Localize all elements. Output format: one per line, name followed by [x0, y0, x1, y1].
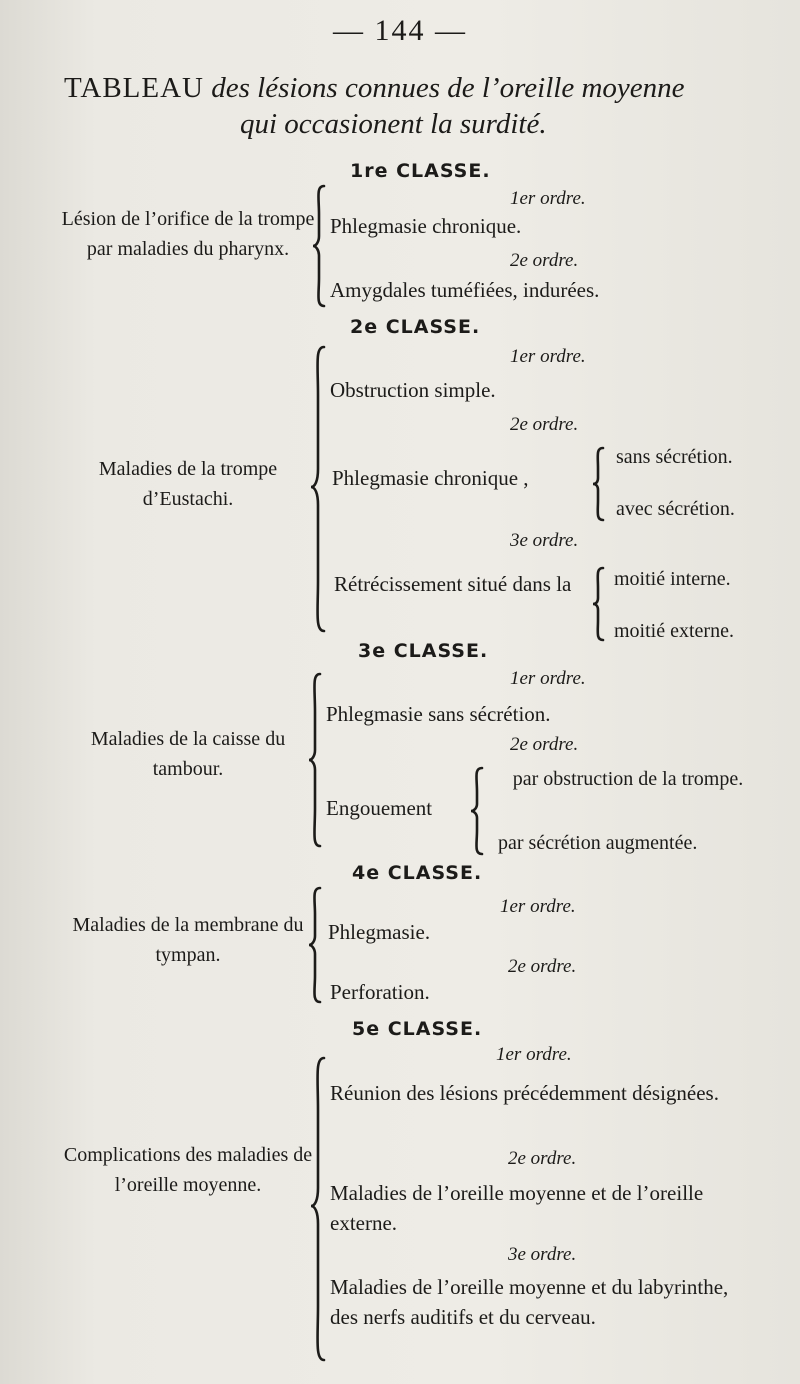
table-title-line1 [64, 72, 685, 105]
ordre-label: 2e ordre. [510, 414, 579, 435]
sub-item: moitié externe. [614, 620, 734, 642]
class-heading: 1re CLASSE. [350, 160, 491, 182]
table-title-line2: qui occasionent la surdité. [240, 108, 547, 140]
brace [308, 672, 324, 848]
ordre-label: 3e ordre. [510, 530, 579, 551]
lesion-item: Phlegmasie chronique , [332, 466, 529, 490]
lesion-description: Maladies de la membrane du tympan. [72, 914, 304, 966]
sub-item: avec sécrétion. [616, 498, 735, 520]
ordre-label: 2e ordre. [510, 250, 579, 271]
lesion-item: Engouement [326, 796, 433, 820]
sub-item: moitié interne. [614, 568, 731, 590]
brace [312, 184, 328, 308]
brace [308, 886, 324, 1004]
ordre-label: 1er ordre. [510, 668, 586, 689]
sub-item: sans sécrétion. [616, 446, 733, 468]
brace [470, 766, 486, 856]
ordre-label: 2e ordre. [508, 1148, 577, 1169]
ordre-label: 2e ordre. [508, 956, 577, 977]
brace [310, 1056, 328, 1362]
sub-item: par sécrétion augmentée. [498, 832, 698, 854]
ordre-label: 1er ordre. [496, 1044, 572, 1065]
lesion-item: Obstruction simple. [330, 378, 496, 402]
lesion-item: Rétrécissement situé dans la [334, 572, 572, 596]
ordre-label: 2e ordre. [510, 734, 579, 755]
lesion-description: Lésion de l’orifice de la trompe par maladies du pharynx. [61, 208, 315, 260]
lesion-description: Maladies de la trompe d’Eustachi. [98, 458, 278, 510]
page-number: — 144 — [333, 14, 467, 47]
class-heading: 3e CLASSE. [358, 640, 489, 662]
brace [592, 566, 606, 642]
lesion-item: Phlegmasie chronique. [330, 214, 522, 238]
lesion-item: Phlegmasie. [328, 920, 431, 944]
lesion-item: Amygdales tuméfiées, indurées. [330, 278, 600, 302]
lesion-item: Réunion des lésions précédemment désignées. [330, 1081, 719, 1105]
ordre-label: 1er ordre. [510, 346, 586, 367]
title-rest: des lésions connues de l’oreille moyenne [211, 72, 685, 104]
sub-item: par obstruction de la trompe. [512, 768, 744, 790]
ordre-label: 1er ordre. [510, 188, 586, 209]
brace [592, 446, 606, 522]
brace [310, 345, 328, 633]
title-word: TABLEAU [64, 72, 204, 104]
lesion-item: Maladies de l’oreille moyenne et du labyrinthe, des nerfs auditifs et du cerveau. [330, 1275, 729, 1329]
ordre-label: 1er ordre. [500, 896, 576, 917]
lesion-item: Maladies de l’oreille moyenne et de l’oreille externe. [330, 1181, 704, 1235]
ordre-label: 3e ordre. [508, 1244, 577, 1265]
lesion-item: Phlegmasie sans sécrétion. [326, 702, 551, 726]
lesion-description: Maladies de la caisse du tambour. [90, 728, 286, 780]
class-heading: 4e CLASSE. [352, 862, 483, 884]
class-heading: 2e CLASSE. [350, 316, 481, 338]
class-heading: 5e CLASSE. [352, 1018, 483, 1040]
lesion-description: Complications des maladies de l’oreille moyenne. [63, 1144, 313, 1196]
lesion-item: Perforation. [330, 980, 430, 1004]
